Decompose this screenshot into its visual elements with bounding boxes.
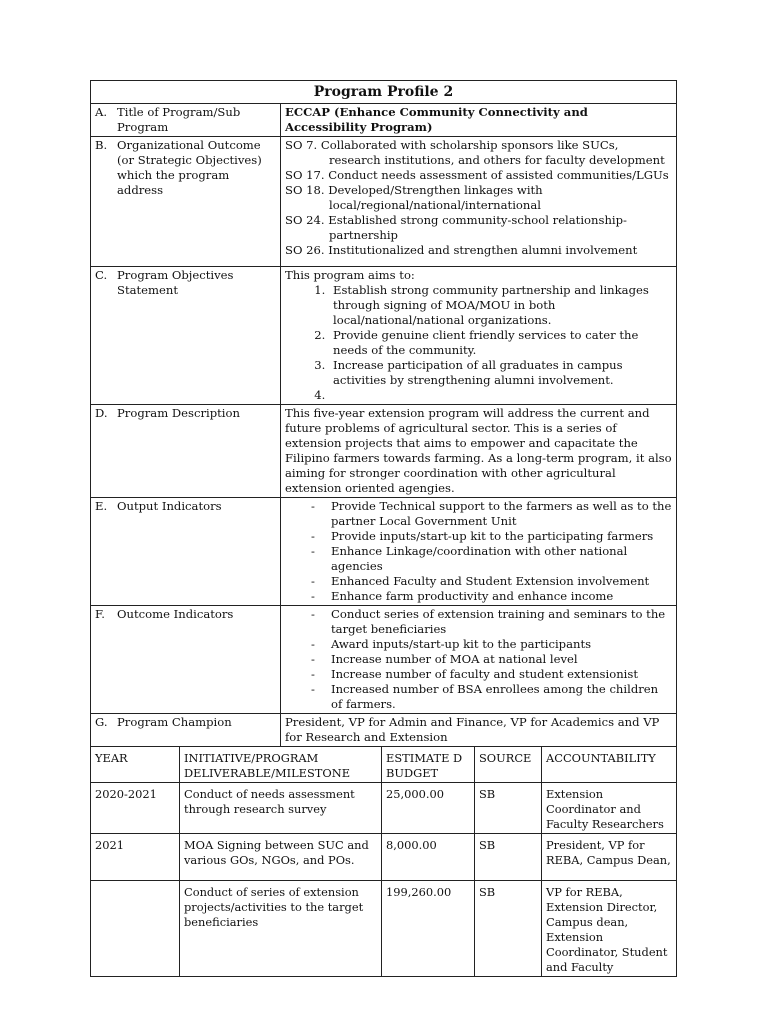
row-letter: B. xyxy=(95,138,108,152)
objective-item: 1. Establish strong community partnership and linkages through signing of MOA/MOU in both local/national/national organizations. xyxy=(329,283,672,328)
budget-cell: 199,260.00 xyxy=(382,881,475,977)
year-cell: 2021 xyxy=(91,834,180,881)
row-letter: G. xyxy=(95,715,108,729)
indicator-item: - Conduct series of extension training and seminars to the target beneficiaries xyxy=(329,607,672,637)
accountability-cell: VP for REBA, Extension Director, Campus dean, Extension Coordinator, Student and Faculty xyxy=(542,881,677,977)
source-cell: SB xyxy=(475,881,542,977)
so-item: SO 18. Developed/Strengthen linkages with local/regional/national/international xyxy=(285,183,543,212)
table-row xyxy=(91,881,677,977)
objective-item xyxy=(329,388,672,403)
row-label: Organizational Outcome (or Strategic Objectives) which the program address xyxy=(117,138,262,197)
initiative-cell: Conduct of needs assessment through research survey xyxy=(180,783,382,834)
row-program-objectives xyxy=(91,267,677,405)
page-title: Program Profile 2 xyxy=(91,81,677,104)
objective-item: 2. Provide genuine client friendly services to cater the needs of the community. xyxy=(329,328,672,358)
row-label: Outcome Indicators xyxy=(117,607,234,621)
program-title-value: ECCAP (Enhance Community Connectivity and Accessibility Program) xyxy=(281,104,677,137)
row-letter: D. xyxy=(95,406,108,420)
so-item: SO 7. Collaborated with scholarship sponsors like SUCs, research institutions, and others for faculty development xyxy=(285,138,665,167)
indicator-item: - Increased number of BSA enrollees among the children of farmers. xyxy=(329,682,672,712)
budget-table xyxy=(90,746,677,977)
row-organizational-outcome xyxy=(91,137,677,267)
program-champion-value: President, VP for Admin and Finance, VP for Academics and VP for Research and Extension xyxy=(281,714,677,747)
row-title-of-program xyxy=(91,104,677,137)
indicator-item: - Provide inputs/start-up kit to the participating farmers xyxy=(329,529,672,544)
so-item: SO 17. Conduct needs assessment of assisted communities/LGUs xyxy=(285,168,669,182)
row-program-description xyxy=(91,405,677,498)
indicator-item: - Increase number of MOA at national level xyxy=(329,652,672,667)
program-description-value: This five-year extension program will address the current and future problems of agricultural sector. This is a series of extension projects that aims to empower and capacitate the Filipino farmers towards farming. As a long-term program, it also aiming for stronger coordination with other agricultural extension oriented agengies. xyxy=(281,405,677,498)
profile-table xyxy=(90,80,677,747)
column-header: ACCOUNTABILITY xyxy=(542,747,677,783)
table-row xyxy=(91,834,677,881)
column-header: INITIATIVE/PROGRAM DELIVERABLE/MILESTONE xyxy=(180,747,382,783)
so-item: SO 26. Institutionalized and strengthen alumni involvement xyxy=(285,243,638,257)
indicator-item: - Provide Technical support to the farmers as well as to the partner Local Government Unit xyxy=(329,499,672,529)
column-header: ESTIMATE D BUDGET xyxy=(382,747,475,783)
row-output-indicators xyxy=(91,498,677,606)
indicator-item: - Award inputs/start-up kit to the participants xyxy=(329,637,672,652)
source-cell: SB xyxy=(475,834,542,881)
year-cell xyxy=(91,881,180,977)
table-row xyxy=(91,783,677,834)
initiative-cell: MOA Signing between SUC and various GOs, NGOs, and POs. xyxy=(180,834,382,881)
row-label: Program Champion xyxy=(117,715,232,729)
row-letter: C. xyxy=(95,268,108,282)
objectives-list xyxy=(285,283,672,403)
budget-header-row xyxy=(91,747,677,783)
so-item: SO 24. Established strong community-school relationship-partnership xyxy=(285,213,627,242)
column-header: YEAR xyxy=(91,747,180,783)
accountability-cell: Extension Coordinator and Faculty Researchers xyxy=(542,783,677,834)
program-profile-document xyxy=(90,80,676,977)
indicator-item: - Enhanced Faculty and Student Extension involvement xyxy=(329,574,672,589)
indicator-item: - Increase number of faculty and student extensionist xyxy=(329,667,672,682)
column-header: SOURCE xyxy=(475,747,542,783)
outcome-indicators-list xyxy=(285,607,672,712)
row-letter: A. xyxy=(95,105,108,119)
objectives-intro: This program aims to: xyxy=(285,268,415,282)
row-label: Title of Program/Sub Program xyxy=(117,105,241,134)
row-label: Program Description xyxy=(117,406,240,420)
row-program-champion xyxy=(91,714,677,747)
indicator-item: - Enhance farm productivity and enhance income xyxy=(329,589,672,604)
output-indicators-list xyxy=(285,499,672,604)
objective-item: 3. Increase participation of all graduates in campus activities by strengthening alumni involvement. xyxy=(329,358,672,388)
row-label: Program Objectives Statement xyxy=(117,268,234,297)
row-outcome-indicators xyxy=(91,606,677,714)
row-letter: E. xyxy=(95,499,108,513)
accountability-cell: President, VP for REBA, Campus Dean, xyxy=(542,834,677,881)
budget-cell: 8,000.00 xyxy=(382,834,475,881)
row-letter: F. xyxy=(95,607,105,621)
indicator-item: - Enhance Linkage/coordination with other national agencies xyxy=(329,544,672,574)
initiative-cell: Conduct of series of extension projects/activities to the target beneficiaries xyxy=(180,881,382,977)
source-cell: SB xyxy=(475,783,542,834)
budget-cell: 25,000.00 xyxy=(382,783,475,834)
row-label: Output Indicators xyxy=(117,499,222,513)
year-cell: 2020-2021 xyxy=(91,783,180,834)
